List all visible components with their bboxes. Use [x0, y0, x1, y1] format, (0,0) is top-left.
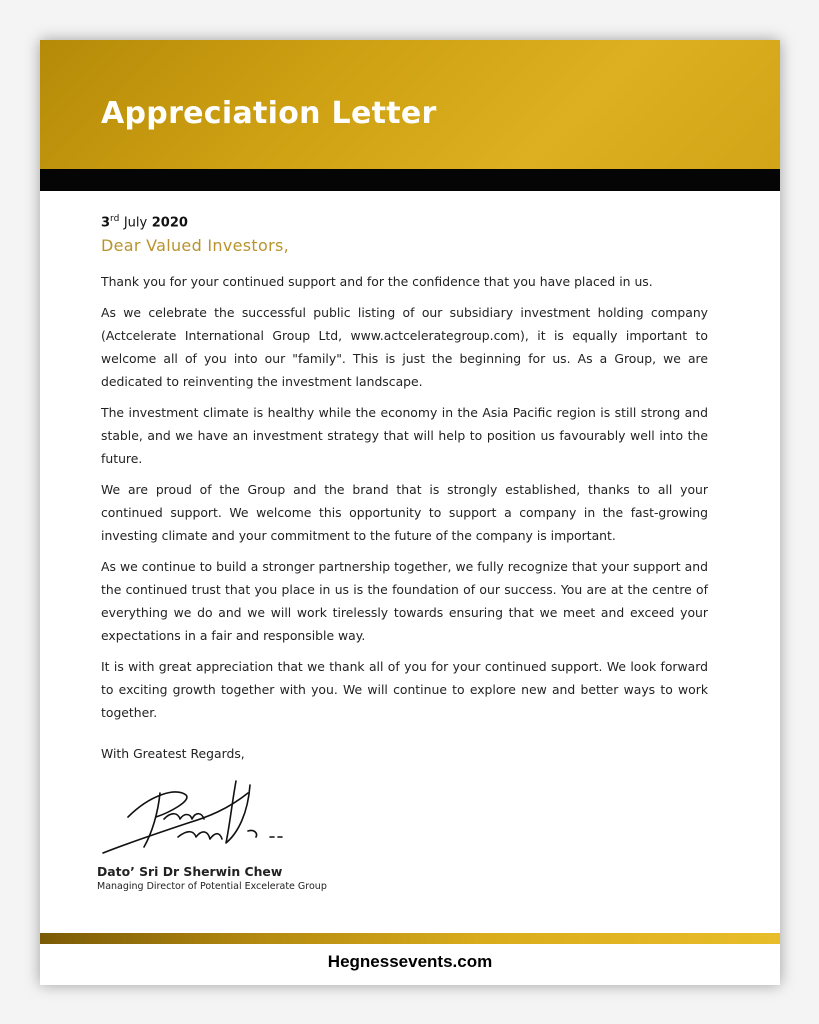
- paragraph: Thank you for your continued support and for the confidence that you have placed in us.: [101, 274, 653, 290]
- footer-gold-bar: [40, 933, 780, 944]
- signer-name: Dato’ Sri Dr Sherwin Chew: [97, 864, 283, 879]
- paragraph: As we continue to build a stronger partnership together, we fully recognize that your support and the continued trust that you place in us is the foundation of our success. You are at the centre of everything we do and we will work tirelessly towards ensuring that we meet and exceed your expectations in a fair and responsible way.: [101, 559, 708, 644]
- page-title: Appreciation Letter: [101, 96, 437, 131]
- header-banner: [40, 40, 780, 169]
- paragraph: We are proud of the Group and the brand that is strongly established, thanks to all your continued support. We welcome this opportunity to support a company in the fast-growing investing climate and your commitment to the future of the company is important.: [101, 482, 708, 544]
- paragraph: As we celebrate the successful public listing of our subsidiary investment holding company (Actcelerate International Group Ltd, www.actcelerategroup.com), it is equally important to welcome all of you into our "family". This is just the beginning for us. As a Group, we are dedicated to reinventing the investment landscape.: [101, 305, 708, 390]
- footer-website: Hegnessevents.com: [327, 952, 493, 971]
- date-day: 3: [101, 215, 111, 231]
- date-suffix: rd: [110, 214, 120, 224]
- letter-date: [101, 214, 708, 230]
- letter-page: [40, 40, 780, 985]
- signature-image: [98, 773, 283, 863]
- header-black-bar: [40, 169, 780, 191]
- closing-line: With Greatest Regards,: [101, 746, 245, 761]
- letter-body: [101, 214, 708, 732]
- signer-title: Managing Director of Potential Excelerate Group: [97, 881, 327, 892]
- paragraph: It is with great appreciation that we thank all of you for your continued support. We look forward to exciting growth together with you. We will continue to explore new and better ways to work together.: [101, 659, 708, 721]
- paragraph: The investment climate is healthy while the economy in the Asia Pacific region is still strong and stable, and we have an investment strategy that will help to position us favourably well into the future.: [101, 405, 708, 467]
- greeting: Dear Valued Investors,: [101, 236, 289, 256]
- date-month: July: [123, 215, 148, 231]
- date-year: 2020: [151, 215, 188, 231]
